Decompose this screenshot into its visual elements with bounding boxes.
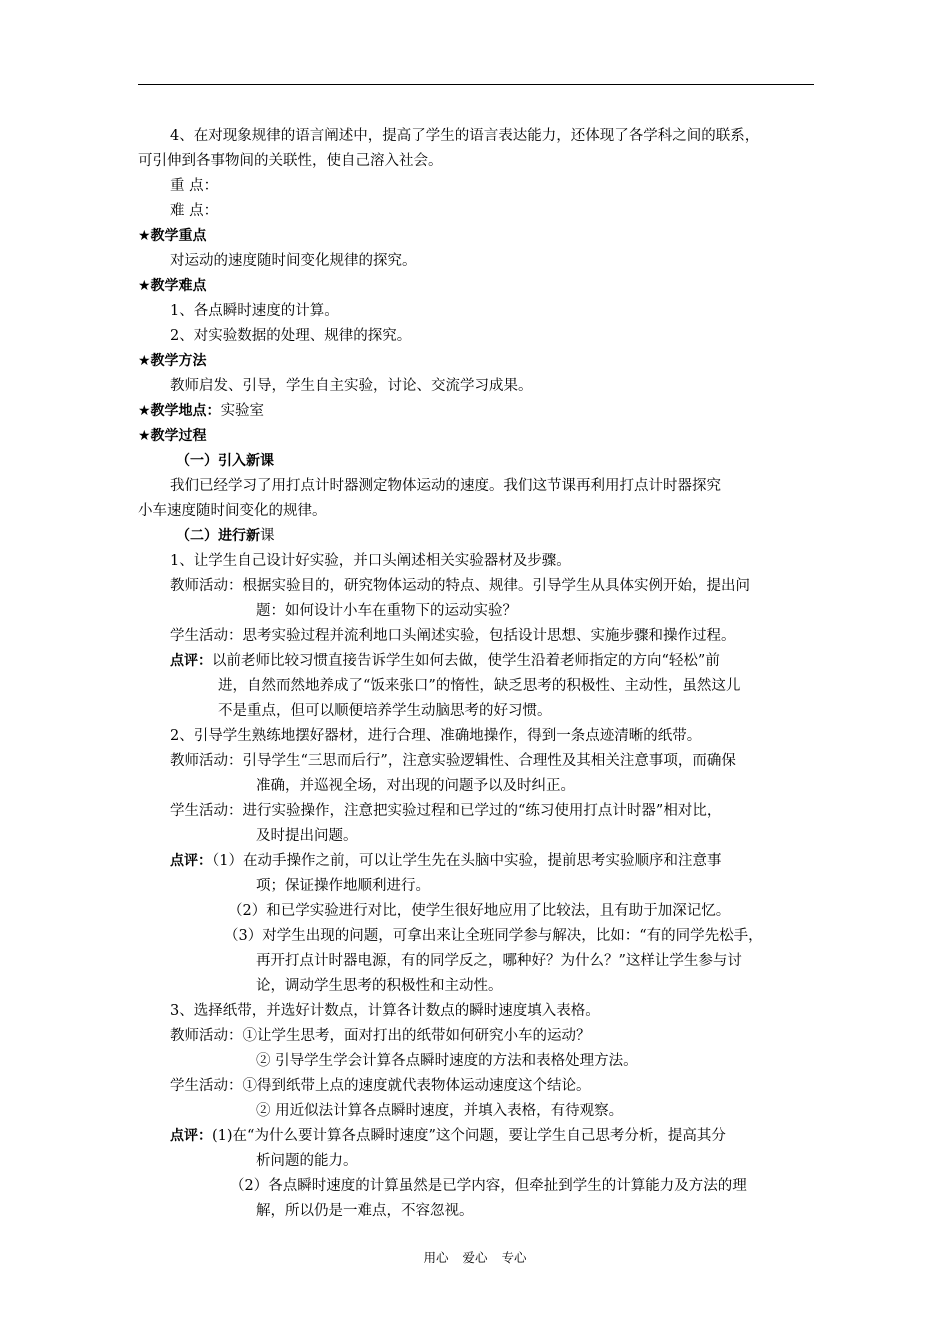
text-line	[138, 149, 443, 174]
page-footer: 用心 爱心 专心	[423, 1250, 527, 1265]
text-line	[256, 949, 742, 974]
text-line	[256, 1149, 358, 1174]
text-line	[228, 899, 730, 924]
line-text-continuation: (1)在“为什么要计算各点瞬时速度”这个问题，要让学生自己思考分析，提高其分	[212, 1128, 726, 1144]
text-line	[256, 1199, 474, 1224]
line-text: 学生活动：思考实验过程并流利地口头阐述实验，包括设计思想、实施步骤和操作过程。	[170, 628, 736, 644]
line-text: （3）对学生出现的问题，可拿出来让全班同学参与解决，比如：“有的同学先松手，	[224, 928, 763, 944]
header-rule	[138, 84, 814, 85]
text-line	[170, 174, 218, 199]
text-line	[170, 799, 721, 824]
text-line	[170, 549, 571, 574]
line-text: （2）各点瞬时速度的计算虽然是已学内容，但牵扯到学生的计算能力及方法的理	[230, 1178, 747, 1194]
text-line	[170, 1024, 591, 1049]
line-text: （二）进行新	[176, 528, 260, 544]
text-line	[256, 974, 503, 999]
line-text: 题：如何设计小车在重物下的运动实验？	[256, 603, 517, 619]
line-text: 1、让学生自己设计好实验，并口头阐述相关实验器材及步骤。	[170, 553, 571, 569]
line-text: 对运动的速度随时间变化规律的探究。	[170, 253, 417, 269]
text-line	[170, 299, 339, 324]
section-heading	[170, 1124, 726, 1149]
line-text: 点评：	[170, 853, 212, 869]
text-line	[170, 324, 411, 349]
text-line	[170, 999, 600, 1024]
section-heading	[176, 524, 275, 549]
section-heading	[170, 649, 720, 674]
line-text: 教师活动：①让学生思考，面对打出的纸带如何研究小车的运动？	[170, 1028, 591, 1044]
text-line	[170, 749, 736, 774]
text-line	[230, 1174, 747, 1199]
line-text: （一）引入新课	[176, 453, 274, 469]
line-text-continuation: （1）在动手操作之前，可以让学生先在头脑中实验，提前思考实验顺序和注意事	[212, 853, 722, 869]
line-text: 论，调动学生思考的积极性和主动性。	[256, 978, 503, 994]
line-text: 点评：	[170, 653, 212, 669]
text-line	[224, 924, 763, 949]
text-line	[218, 699, 552, 724]
text-line	[170, 724, 701, 749]
line-text: 点评：	[170, 1128, 212, 1144]
line-text: 2、对实验数据的处理、规律的探究。	[170, 328, 412, 344]
line-text: ★教学难点	[138, 278, 207, 294]
section-heading	[138, 424, 207, 449]
line-text: ★教学重点	[138, 228, 207, 244]
line-text: 及时提出问题。	[256, 828, 358, 844]
text-line	[138, 499, 327, 524]
line-text: 析问题的能力。	[256, 1153, 358, 1169]
line-text: 重 点：	[170, 178, 219, 194]
line-text: 学生活动：进行实验操作，注意把实验过程和已学过的“练习使用打点计时器”相对比，	[170, 803, 722, 819]
line-text: 2、引导学生熟练地摆好器材，进行合理、准确地操作，得到一条点迹清晰的纸带。	[170, 728, 702, 744]
line-text: 项；保证操作地顺利进行。	[256, 878, 430, 894]
line-text: 进，自然而然地养成了“饭来张口”的惰性，缺乏思考的积极性、主动性，虽然这儿	[218, 678, 741, 694]
line-text: 3、选择纸带，并选好计数点，计算各计数点的瞬时速度填入表格。	[170, 1003, 600, 1019]
line-text: ★教学方法	[138, 353, 207, 369]
line-text: 教师活动：根据实验目的，研究物体运动的特点、规律。引导学生从具体实例开始，提出问	[170, 578, 750, 594]
text-line	[256, 1049, 638, 1074]
text-line	[218, 674, 740, 699]
line-text: 不是重点，但可以顺便培养学生动脑思考的好习惯。	[218, 703, 552, 719]
section-heading	[176, 449, 274, 474]
line-text: 教师启发、引导，学生自主实验，讨论、交流学习成果。	[170, 378, 533, 394]
line-text: 难 点：	[170, 203, 219, 219]
line-text: ② 引导学生学会计算各点瞬时速度的方法和表格处理方法。	[256, 1053, 638, 1069]
text-line	[170, 124, 759, 149]
section-heading	[138, 349, 207, 374]
text-line	[170, 249, 417, 274]
line-text: 学生活动：①得到纸带上点的速度就代表物体运动速度这个结论。	[170, 1078, 591, 1094]
text-line	[170, 474, 721, 499]
line-text: 可引伸到各事物间的关联性，使自己溶入社会。	[138, 153, 443, 169]
section-heading	[138, 274, 207, 299]
line-text-continuation: 实验室	[220, 403, 265, 419]
line-text-continuation: 以前老师比较习惯直接告诉学生如何去做，使学生沿着老师指定的方向“轻松”前	[212, 653, 720, 669]
text-line	[256, 874, 430, 899]
line-text: （2）和已学实验进行对比，使学生很好地应用了比较法，且有助于加深记忆。	[228, 903, 731, 919]
line-text: 教师活动：引导学生“三思而后行”，注意实验逻辑性、合理性及其相关注意事项，而确保	[170, 753, 736, 769]
line-text: 再开打点计时器电源，有的同学反之，哪种好？为什么？”这样让学生参与讨	[256, 953, 742, 969]
line-text: 准确，并巡视全场，对出现的问题予以及时纠正。	[256, 778, 575, 794]
section-heading	[138, 224, 207, 249]
section-heading	[138, 399, 264, 424]
text-line	[256, 1099, 623, 1124]
line-text: 小车速度随时间变化的规律。	[138, 503, 327, 519]
text-line	[256, 774, 575, 799]
line-text: 我们已经学习了用打点计时器测定物体运动的速度。我们这节课再利用打点计时器探究	[170, 478, 721, 494]
text-line	[256, 824, 358, 849]
line-text-continuation: 课	[260, 528, 275, 544]
line-text: 4、在对现象规律的语言阐述中，提高了学生的语言表达能力，还体现了各学科之间的联系，	[170, 128, 760, 144]
line-text: ② 用近似法计算各点瞬时速度，并填入表格，有待观察。	[256, 1103, 624, 1119]
text-line	[170, 374, 533, 399]
line-text: 解，所以仍是一难点，不容忽视。	[256, 1203, 474, 1219]
line-text: ★教学地点：	[138, 403, 221, 419]
text-line	[170, 199, 218, 224]
section-heading	[170, 849, 721, 874]
line-text: 1、各点瞬时速度的计算。	[170, 303, 339, 319]
line-text: ★教学过程	[138, 428, 207, 444]
text-line	[256, 599, 517, 624]
text-line	[170, 1074, 591, 1099]
text-line	[170, 624, 736, 649]
text-line	[170, 574, 750, 599]
